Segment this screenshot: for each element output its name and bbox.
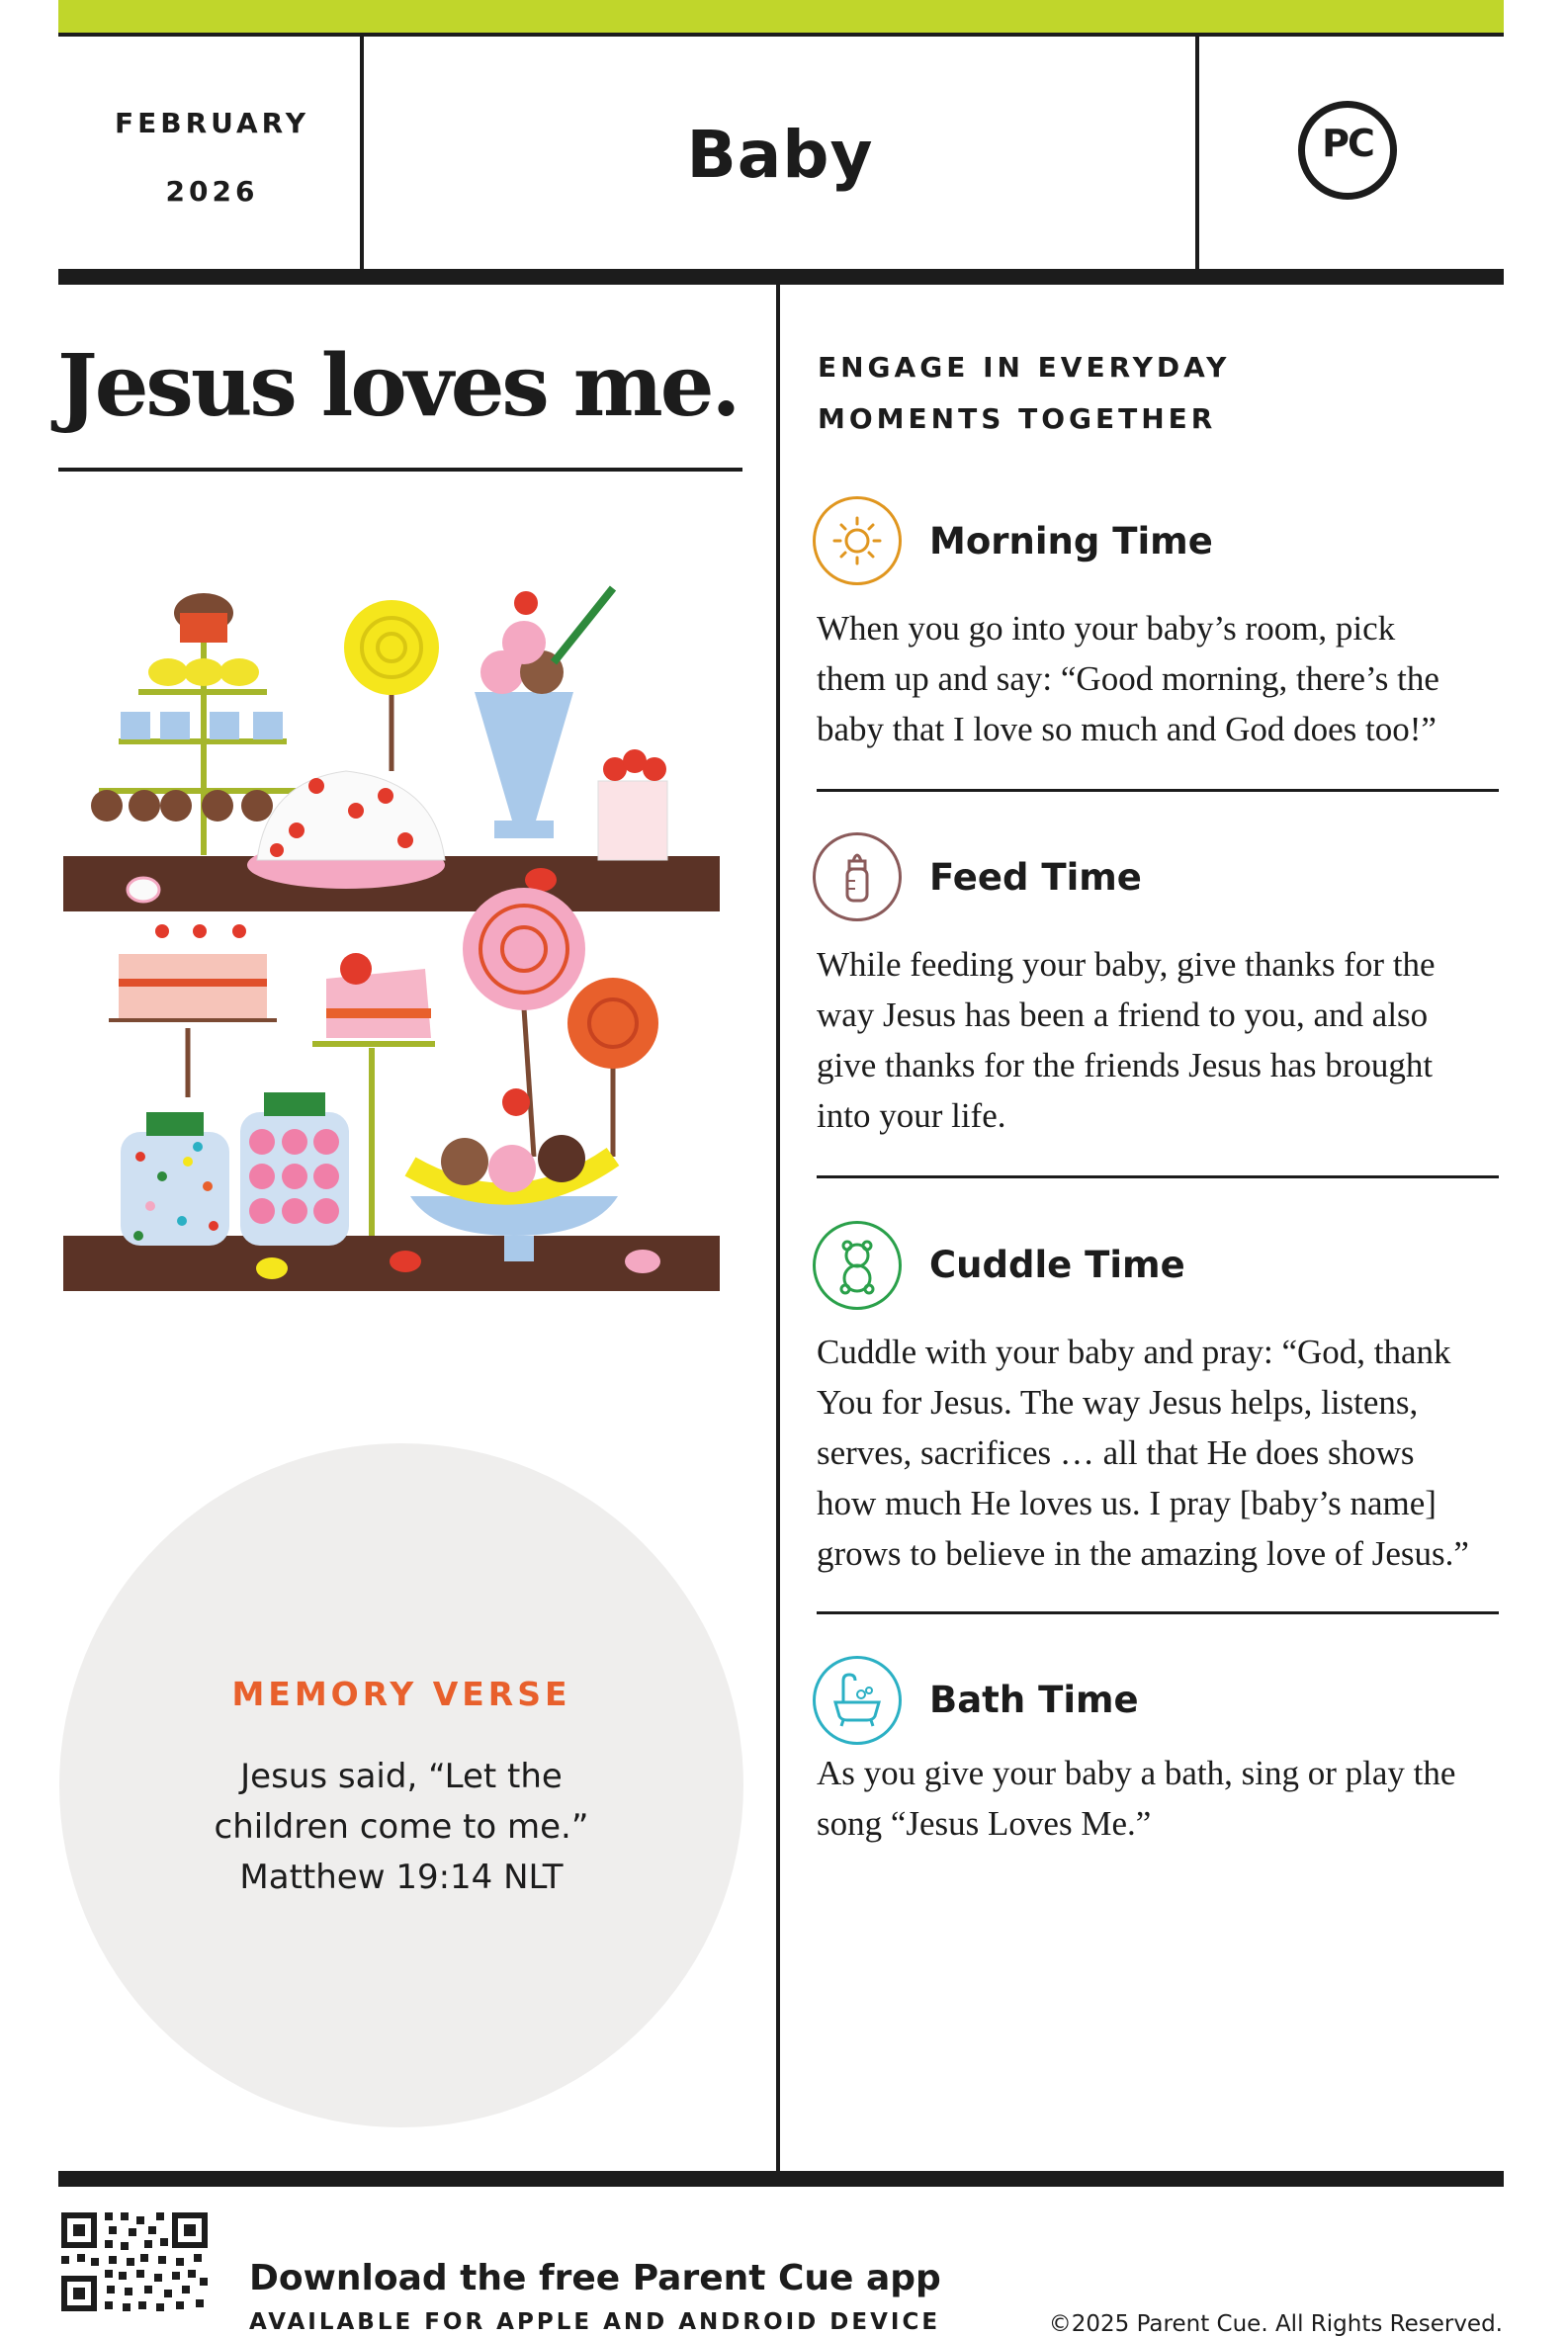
body-line: way Jesus has been a friend to you, and also [817,995,1429,1034]
page-headline: Jesus loves me. [57,336,739,436]
header-year: 2026 [165,175,259,208]
body-line: When you go into your baby’s room, pick [817,609,1396,648]
moment-body-cuddle [817,1327,1499,1579]
section-divider [817,1175,1499,1178]
qr-code[interactable] [61,2212,208,2311]
body-line: give thanks for the friends Jesus has brought [817,1046,1434,1084]
teddy-bear-icon [813,1221,902,1310]
memory-verse-line: Jesus said, “Let the [240,1757,563,1796]
age-group-title: Baby [686,117,874,193]
body-line: them up and say: “Good morning, there’s the [817,659,1439,698]
moment-body-feed [817,939,1499,1141]
headline-underline [58,468,742,472]
body-line: into your life. [817,1096,1006,1135]
app-download-title[interactable]: Download the free Parent Cue app [249,2258,941,2298]
copyright-text: ©2025 Parent Cue. All Rights Reserved. [1048,2311,1503,2337]
memory-verse-line: children come to me.” [214,1807,589,1847]
body-line: Cuddle with your baby and pray: “God, thank [817,1333,1451,1371]
top-accent-bar [58,0,1504,34]
moment-title-cuddle: Cuddle Time [929,1244,1185,1286]
sweets-illustration [59,544,732,1305]
memory-verse-text [158,1752,645,1903]
body-line: how much He loves us. I pray [baby’s name] [817,1484,1437,1522]
baby-bottle-icon [813,832,902,921]
header-bottom-rule [58,269,1504,285]
header-top-rule [58,33,1504,37]
section-divider [817,789,1499,792]
section-divider [817,1611,1499,1614]
footer-rule [58,2171,1504,2187]
body-line: You for Jesus. The way Jesus helps, listens, [817,1383,1419,1422]
memory-verse-reference: Matthew 19:14 NLT [239,1858,564,1897]
header-month: FEBRUARY [114,107,309,139]
moment-title-feed: Feed Time [929,856,1142,899]
body-line: While feeding your baby, give thanks for the [817,945,1436,984]
memory-verse-label: MEMORY VERSE [231,1675,571,1713]
body-line: baby that I love so much and God does too!” [817,710,1437,748]
body-line: serves, sacrifices … all that He does shows [817,1433,1415,1472]
parent-cue-logo [1298,101,1397,200]
body-line: grows to believe in the amazing love of Jesus.” [817,1534,1469,1573]
column-divider [776,285,780,2175]
body-line: song “Jesus Loves Me.” [817,1804,1152,1843]
engage-heading [818,342,1253,445]
engage-heading-line: MOMENTS TOGETHER [818,402,1217,435]
bathtub-icon [813,1656,902,1745]
moment-title-bath: Bath Time [929,1679,1139,1721]
logo-text: PC [1322,122,1373,165]
app-download-subtitle: AVAILABLE FOR APPLE AND ANDROID DEVICE [249,2309,941,2335]
sun-icon [813,496,902,585]
moment-body-bath [817,1748,1499,1849]
engage-heading-line: ENGAGE IN EVERYDAY [818,351,1231,384]
body-line: As you give your baby a bath, sing or play the [817,1754,1456,1792]
moment-body-morning [817,603,1499,754]
moment-title-morning: Morning Time [929,520,1213,563]
